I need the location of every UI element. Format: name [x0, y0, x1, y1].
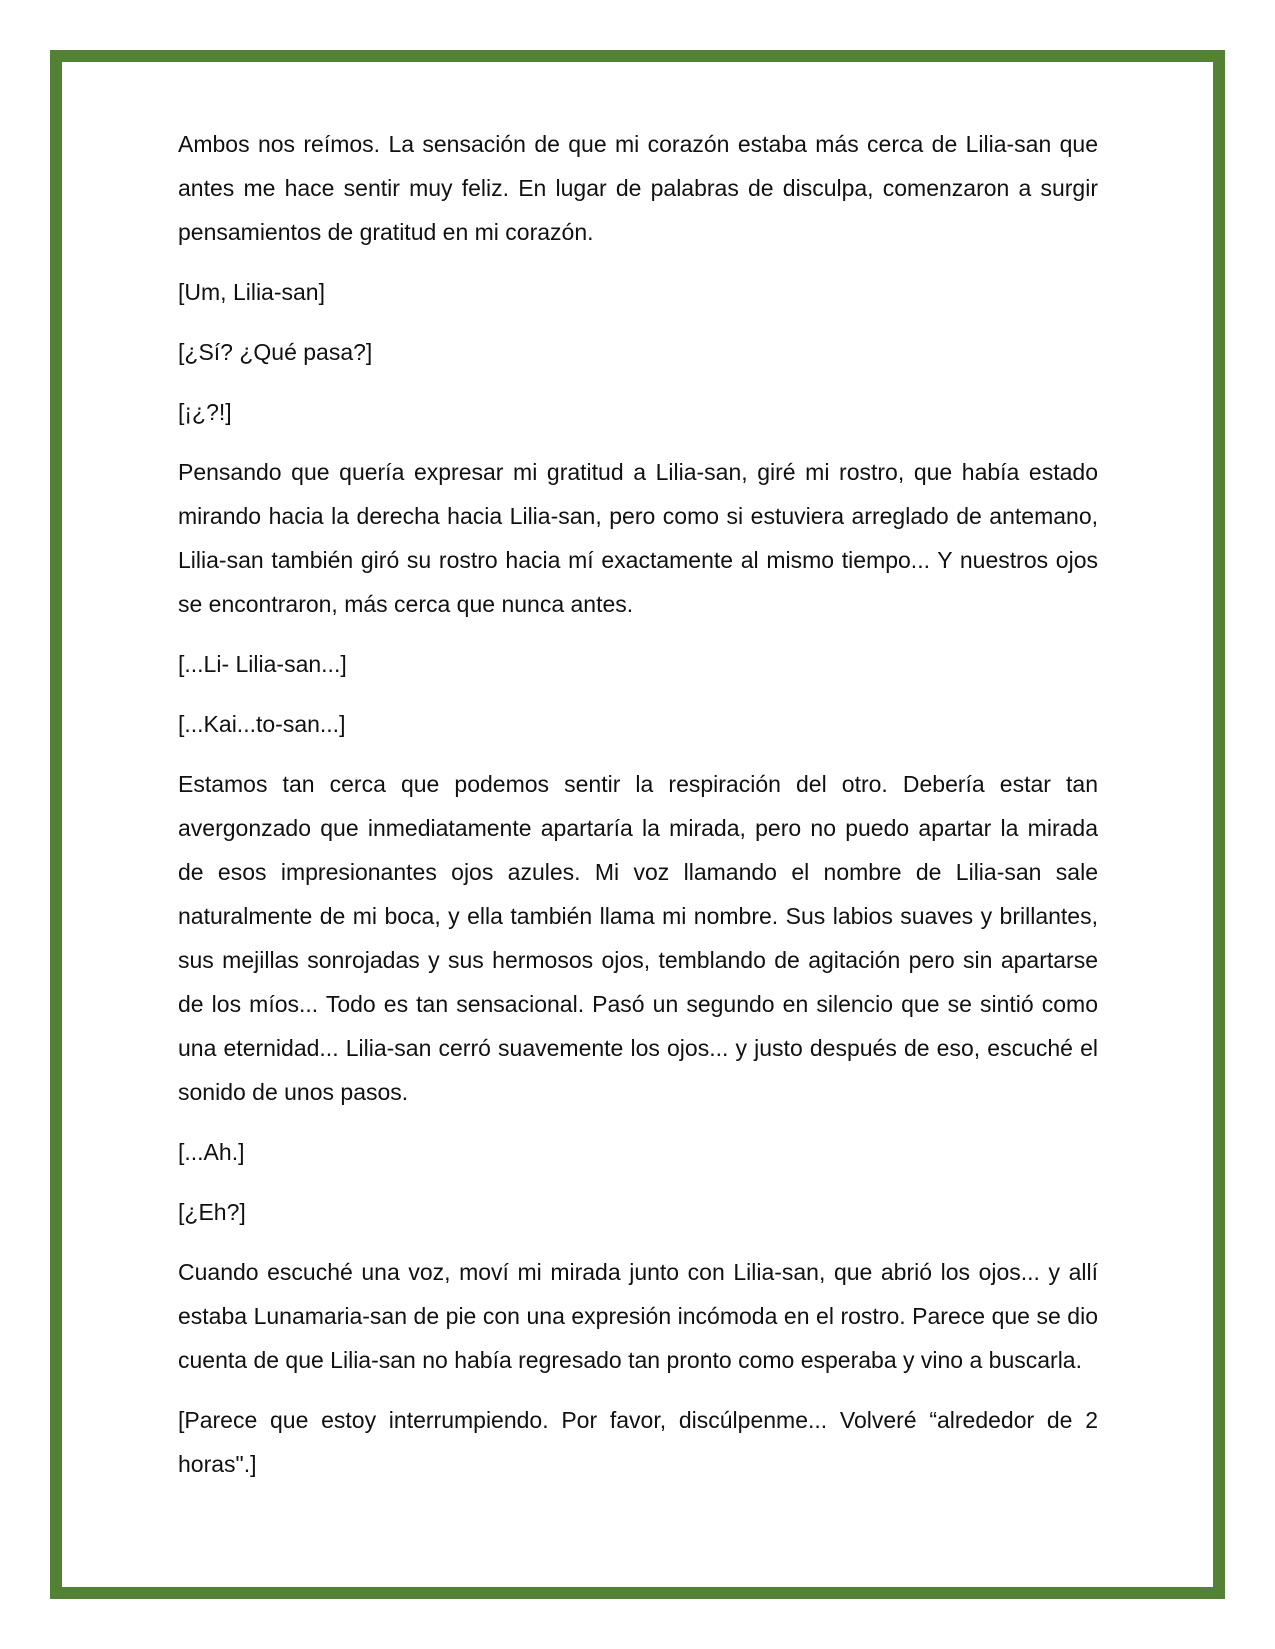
- paragraph: Ambos nos reímos. La sensación de que mi corazón estaba más cerca de Lilia-san que antes me hace sentir muy feliz. En lugar de palabras de disculpa, comenzaron a surgir pensamientos de gratitud en mi corazón.: [178, 131, 1098, 245]
- paragraph: Estamos tan cerca que podemos sentir la respiración del otro. Debería estar tan avergonzado que inmediatamente apartaría la mirada, pero no puedo apartar la mirada de esos impresionantes ojos azules. Mi voz llamando el nombre de Lilia-san sale naturalmente de mi boca, y ella también llama mi nombre. Sus labios suaves y brillantes, sus mejillas sonrojadas y sus hermosos ojos, temblando de agitación pero sin apartarse de los míos... Todo es tan sensacional. Pasó un segundo en silencio que se sintió como una eternidad... Lilia-san cerró suavemente los ojos... y justo después de eso, escuché el sonido de unos pasos.: [178, 771, 1098, 1105]
- paragraph: Pensando que quería expresar mi gratitud a Lilia-san, giré mi rostro, que había estado mirando hacia la derecha hacia Lilia-san, pero como si estuviera arreglado de antemano, Lilia-san también giró su rostro hacia mí exactamente al mismo tiempo... Y nuestros ojos se encontraron, más cerca que nunca antes.: [178, 459, 1098, 617]
- dialogue-line: [¿Sí? ¿Qué pasa?]: [178, 339, 373, 365]
- dialogue-line: [¡¿?!]: [178, 399, 232, 425]
- dialogue-line: [Um, Lilia-san]: [178, 279, 325, 305]
- paragraph: Cuando escuché una voz, moví mi mirada junto con Lilia-san, que abrió los ojos... y allí estaba Lunamaria-san de pie con una expresión incómoda en el rostro. Parece que se dio cuenta de que Lilia-san no había regresado tan pronto como esperaba y vino a buscarla.: [178, 1259, 1098, 1373]
- dialogue-line: [Parece que estoy interrumpiendo. Por favor, discúlpenme... Volveré “alrededor de 2 horas".]: [178, 1407, 1098, 1477]
- dialogue-line: [¿Eh?]: [178, 1199, 246, 1225]
- dialogue-line: [...Li- Lilia-san...]: [178, 651, 347, 677]
- dialogue-line: [...Ah.]: [178, 1139, 245, 1165]
- dialogue-line: [...Kai...to-san...]: [178, 711, 346, 737]
- document-body: [178, 122, 1098, 1502]
